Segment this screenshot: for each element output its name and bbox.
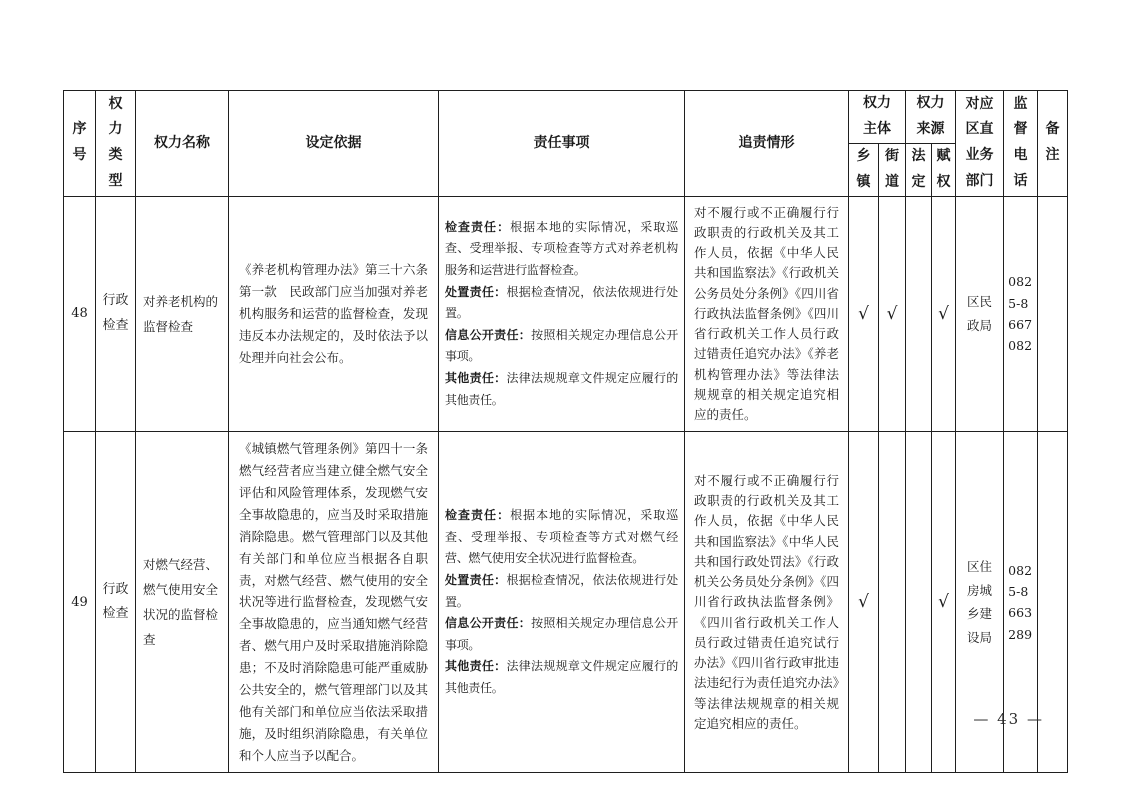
- cell-empowered-check: √: [932, 432, 956, 773]
- header-township-label: 乡镇: [856, 147, 871, 190]
- header-seq: [64, 91, 96, 197]
- cell-accountability: [685, 196, 849, 432]
- cell-accountability: [685, 432, 849, 773]
- cell-street-check: √: [879, 196, 906, 432]
- header-row-1: [64, 91, 1068, 144]
- basis-text: 《城镇燃气管理条例》第四十一条 燃气经营者应当建立健全燃气安全评估和风险管理体系，发现燃气安全事故隐患的，应当及时采取措施消除隐患。燃气管理部门以及其他有关部门和单位应当根据各自职责，对燃气经营、燃气使用的安全状况等进行监督检查，发现燃气安全事故隐患的，应当通知燃气经营者、燃气用户及时采取措施消除隐患；不及时消除隐患可能严重威胁公共安全的，燃气管理部门以及其他有关部门和单位应当依法采取措施，及时组织消除隐患，有关单位和个人应当予以配合。: [239, 441, 441, 763]
- header-power-subject: [849, 91, 906, 144]
- department-text: 区住房城乡建设局: [966, 558, 992, 646]
- header-basis: [229, 91, 439, 197]
- header-accountability-label: 追责情形: [738, 134, 795, 151]
- header-power-name: [136, 91, 229, 197]
- header-department-label: 对应区直业务部门: [965, 95, 994, 190]
- cell-duties: [439, 432, 685, 773]
- duty-item: 信息公开责任：按照相关规定办理信息公开事项。: [445, 327, 678, 364]
- duty-item: 检查责任：根据本地的实际情况，采取巡查、受理举报、专项检查等方式对燃气经营、燃气使用安全状况进行监督检查。: [445, 508, 678, 566]
- duty-item: 信息公开责任：按照相关规定办理信息公开事项。: [445, 616, 678, 652]
- cell-power-name: [136, 432, 229, 773]
- basis-text: 《养老机构管理办法》第三十六条第一款 民政部门应当加强对养老机构服务和运营的监督检查，发现违反本办法规定的，及时依法予以处理并向社会公布。: [239, 262, 428, 365]
- header-phone: [1004, 91, 1038, 197]
- table-row: [64, 432, 1068, 773]
- header-empowered-label: 赋权: [936, 147, 951, 190]
- cell-empowered-check: √: [932, 196, 956, 432]
- header-remark: [1038, 91, 1068, 197]
- duty-label: 其他责任：: [445, 659, 507, 674]
- table-row: [64, 196, 1068, 432]
- header-street: [879, 143, 906, 196]
- cell-statutory-check: [906, 432, 932, 773]
- table-body: [64, 196, 1068, 773]
- header-duties-label: 责任事项: [533, 134, 590, 151]
- header-power-source-label: 权力来源: [916, 95, 945, 137]
- duty-item: 检查责任：根据本地的实际情况，采取巡查、受理举报、专项检查等方式对养老机构服务和运营进行监督检查。: [445, 219, 678, 277]
- cell-township-check: √: [849, 432, 879, 773]
- duty-label: 检查责任：: [445, 508, 511, 523]
- duty-item: 其他责任：法律法规规章文件规定应履行的其他责任。: [445, 370, 678, 407]
- accountability-text: 对不履行或不正确履行行政职责的行政机关及其工作人员，依据《中华人民共和国监察法》《中华人民共和国行政处罚法》《行政机关公务员处分条例》《四川省行政执法监督条例》《四川省行政机关工作人员行政过错责任追究试行办法》《四川省行政审批违法违纪行为责任追究办法》等法律法规规章的相关规定追究相应的责任。: [694, 472, 839, 731]
- duty-label: 处置责任：: [445, 572, 507, 587]
- header-township: [849, 143, 879, 196]
- cell-department: [956, 196, 1004, 432]
- header-empowered: [932, 143, 956, 196]
- header-statutory: [906, 143, 932, 196]
- cell-duties: [439, 196, 685, 432]
- power-name-text: 对燃气经营、燃气使用安全状况的监督检查: [143, 557, 219, 648]
- cell-township-check: √: [849, 196, 879, 432]
- header-street-label: 街道: [885, 147, 899, 190]
- cell-statutory-check: [906, 196, 932, 432]
- cell-power-type: [96, 196, 136, 432]
- cell-remark: [1038, 196, 1068, 432]
- duty-item: 处置责任：根据检查情况，依法依规进行处置。: [445, 284, 678, 321]
- cell-basis: [229, 196, 439, 432]
- power-type-text: 行政检查: [102, 581, 129, 622]
- cell-seq: 49: [64, 432, 96, 773]
- header-department: [956, 91, 1004, 197]
- duty-label: 信息公开责任：: [445, 616, 532, 631]
- header-seq-label: 序号: [72, 121, 87, 164]
- duty-item: 处置责任：根据检查情况，依法依规进行处置。: [445, 572, 678, 609]
- header-remark-label: 备注: [1045, 121, 1060, 164]
- document-page: [63, 90, 1068, 773]
- duty-label: 其他责任：: [445, 370, 507, 385]
- header-basis-label: 设定依据: [305, 134, 362, 151]
- cell-street-check: [879, 432, 906, 773]
- cell-basis: [229, 432, 439, 773]
- cell-seq: 48: [64, 196, 96, 432]
- header-power-source: [906, 91, 956, 144]
- power-list-table: [63, 90, 1068, 773]
- header-power-name-label: 权力名称: [154, 134, 210, 151]
- table-header: [64, 91, 1068, 197]
- header-power-type-label: 权力类型: [108, 95, 123, 190]
- phone-text: 0825-8667082: [1008, 274, 1033, 354]
- department-text: 区民政局: [966, 294, 992, 333]
- header-statutory-label: 法定: [911, 147, 926, 190]
- duty-label: 信息公开责任：: [445, 327, 532, 342]
- cell-power-type: [96, 432, 136, 773]
- header-duties: [439, 91, 685, 197]
- cell-phone: [1004, 196, 1038, 432]
- header-power-type: [96, 91, 136, 197]
- page-number: — 43 —: [973, 710, 1044, 728]
- phone-text: 0825-8663289: [1008, 562, 1033, 642]
- duty-item: 其他责任：法律法规规章文件规定应履行的其他责任。: [445, 659, 678, 695]
- duty-label: 检查责任：: [445, 219, 511, 234]
- power-type-text: 行政检查: [102, 293, 129, 333]
- accountability-text: 对不履行或不正确履行行政职责的行政机关及其工作人员，依据《中华人民共和国监察法》《行政机关公务员处分条例》《四川省行政执法监督条例》《四川省行政机关工作人员行政过错责任追究办法》《养老机构管理办法》等法律法规规章的相关规定追究相应的责任。: [694, 204, 839, 423]
- cell-power-name: [136, 196, 229, 432]
- duty-label: 处置责任：: [445, 284, 507, 299]
- header-power-subject-label: 权力主体: [863, 95, 891, 137]
- header-accountability: [685, 91, 849, 197]
- power-name-text: 对养老机构的监督检查: [143, 293, 219, 334]
- header-phone-label: 监督电话: [1013, 95, 1028, 190]
